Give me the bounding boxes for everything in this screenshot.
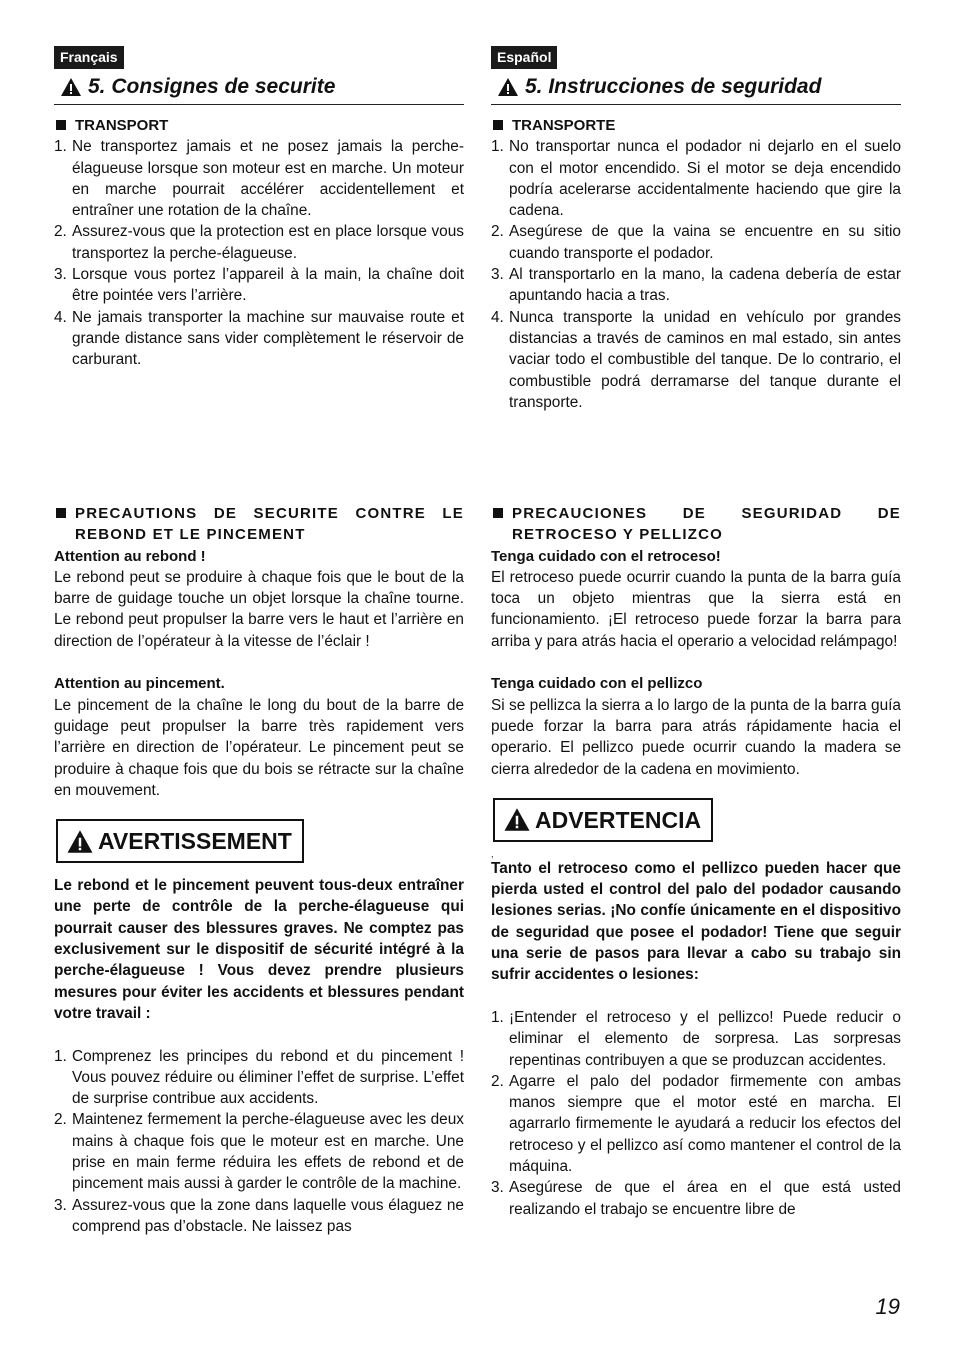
- section-title-text: 5. Consignes de securite: [88, 75, 336, 98]
- list-item: 2. Maintenez fermement la perche-élagueuse avec les deux mains à chaque fois que le moteur est en marche. Une prise en main ferme réduira les effets de rebond et de pincement mais aussi à garder le contrôle de la machine.: [54, 1111, 464, 1193]
- warning-box: [493, 798, 713, 842]
- language-tab-spanish: Español: [491, 46, 557, 69]
- spanish-column-precautions: [491, 493, 901, 1220]
- section-title-french: [54, 73, 464, 105]
- list-item: 3. Lorsque vous portez l’appareil à la main, la chaîne doit être pointée vers l’arrière.: [54, 266, 464, 305]
- kickback-subheading: Tenga cuidado con el retroceso!: [491, 547, 721, 565]
- pinch-subheading: Attention au pincement.: [54, 675, 225, 693]
- precautions-heading: PRECAUTIONS DE SECURITE CONTRE LE REBOND ET LE PINCEMENT: [54, 503, 464, 546]
- kickback-paragraph: El retroceso puede ocurrir cuando la punta de la barra guía toca un objeto mientras que la sierra está en funcionamiento. ¡El retroceso puede forzar la barra para arriba y para atrás hacia el operario a velocidad relámpago!: [491, 568, 901, 650]
- warning-label: ADVERTENCIA: [535, 806, 702, 833]
- list-item: 1. Ne transportez jamais et ne posez jamais la perche-élagueuse lorsque son moteur est en marche. Un moteur en marche pourrait accélérer accidentellement et entraîner une rotation de la chaîne.: [54, 138, 464, 220]
- transport-heading: TRANSPORTE: [491, 115, 901, 136]
- list-item: 2. Assurez-vous que la protection est en place lorsque vous transportez la perche-élagueuse.: [54, 223, 464, 262]
- warning-triangle-icon: [66, 829, 94, 854]
- pinch-paragraph: Si se pellizca la sierra a lo largo de la punta de la barra guía puede forzar la barra para atrás rápidamente hacia el operario. El pellizco puede ocurrir cuando la madera se cierra alrededor de la cadena en movimiento.: [491, 696, 901, 778]
- pinch-paragraph: Le pincement de la chaîne le long du bout de la barre de guidage peut propulser la barre très rapidement vers l’arrière en direction de l’opérateur. Le pincement peut se produire à chaque fois que du bois se rétracte sur la chaîne en mouvement.: [54, 696, 464, 799]
- list-item: 3. Asegúrese de que el área en el que está usted realizando el trabajo se encuentre libre de: [491, 1179, 901, 1218]
- list-item: 1. Comprenez les principes du rebond et du pincement ! Vous pouvez réduire ou éliminer l’effet de surprise. L’effet de surprise contribue aux accidents.: [54, 1047, 464, 1108]
- list-item: 3. Assurez-vous que la zone dans laquelle vous élaguez ne comprend pas d’obstacle. Ne laissez pas: [54, 1196, 464, 1235]
- list-item: 2. Agarre el palo del podador firmemente con ambas manos siempre que el motor esté en marcha. El agarrarlo firmemente le ayudará a reducir los efectos del retroceso y el pellizco así como mantener el control de la máquina.: [491, 1072, 901, 1176]
- french-column-precautions: [54, 493, 464, 1237]
- list-item: 4. Nunca transporte la unidad en vehículo por grandes distancias a través de caminos en mal estado, sin antes vaciar todo el combustible del tanque. De lo contrario, el combustible podrá derramarse del tanque durante el transporte.: [491, 308, 901, 411]
- warning-text: Le rebond et le pincement peuvent tous-deux entraîner une perte de contrôle de la perche-élagueuse qui pourrait causer des blessures graves. Ne comptez pas exclusivement sur le dispositif de sécurité intégré à la perche-élagueuse ! Vous devez prendre plusieurs mesures pour éviter les accidents et blessures pendant votre travail :: [54, 877, 464, 1022]
- section-title-spanish: [491, 73, 901, 105]
- square-bullet-icon: [56, 120, 66, 130]
- pinch-subheading: Tenga cuidado con el pellizco: [491, 675, 703, 693]
- warning-list: [491, 1007, 901, 1220]
- transport-heading: TRANSPORT: [54, 115, 464, 136]
- transport-list: [54, 136, 464, 370]
- precautions-heading: PRECAUCIONES DE SEGURIDAD DE RETROCESO Y PELLIZCO: [491, 503, 901, 546]
- list-item: 2. Asegúrese de que la vaina se encuentre en su sitio cuando transporte el podador.: [491, 223, 901, 262]
- list-item: 4. Ne jamais transporter la machine sur mauvaise route et grande distance sans vider complètement le réservoir de carburant.: [54, 308, 464, 369]
- warning-box: [56, 819, 304, 863]
- warning-list: [54, 1046, 464, 1238]
- section-title-text: 5. Instrucciones de seguridad: [525, 75, 822, 98]
- list-item: 1. ¡Entender el retroceso y el pellizco! Puede reducir o eliminar el elemento de sorpresa. Las sorpresas repentinas contribuyen a que se produzcan accidentes.: [491, 1008, 901, 1069]
- language-tab-french: Français: [54, 46, 124, 69]
- kickback-subheading: Attention au rebond !: [54, 547, 206, 565]
- list-item: 3. Al transportarlo en la mano, la cadena debería de estar apuntando hacia a tras.: [491, 266, 901, 305]
- stray-mark: ,: [491, 848, 494, 859]
- spanish-column-top: [491, 46, 901, 413]
- kickback-paragraph: Le rebond peut se produire à chaque fois que le bout de la barre de guidage touche un objet lorsque la chaîne tourne. Le rebond peut propulser la barre vers le haut et l’arrière en direction de l’opérateur à la vitesse de l’éclair !: [54, 568, 464, 650]
- warning-triangle-icon: [60, 77, 82, 97]
- warning-triangle-icon: [497, 77, 519, 97]
- warning-label: AVERTISSEMENT: [98, 828, 292, 855]
- warning-triangle-icon: [503, 807, 531, 832]
- page-number: 19: [875, 1294, 900, 1319]
- list-item: 1. No transportar nunca el podador ni dejarlo en el suelo con el motor encendido. Si el motor se deja encendido podría acelerarse accidentalmente haciendo que gire la cadena.: [491, 138, 901, 220]
- warning-text: Tanto el retroceso como el pellizco pueden hacer que pierda usted el control del palo del podador causando lesiones serias. ¡No confíe únicamente en el dispositivo de seguridad que posee el podador! Tiene que seguir una serie de pasos para llevar a cabo su trabajo sin sufrir accidentes o lesiones:: [491, 859, 901, 984]
- square-bullet-icon: [56, 508, 66, 518]
- square-bullet-icon: [493, 508, 503, 518]
- square-bullet-icon: [493, 120, 503, 130]
- french-column-top: [54, 46, 464, 371]
- transport-list: [491, 136, 901, 413]
